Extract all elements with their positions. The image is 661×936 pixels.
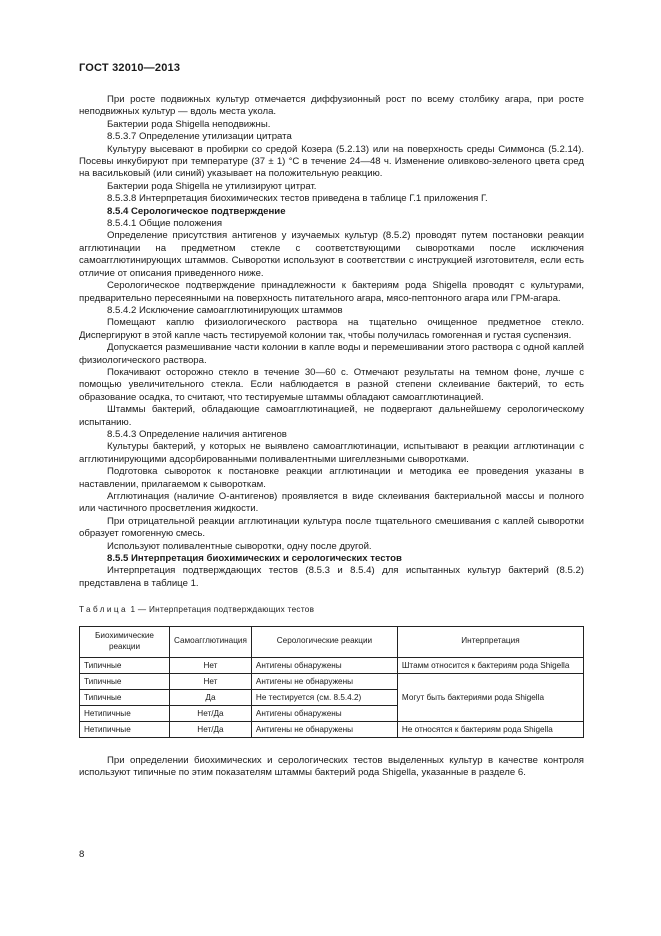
document-header: ГОСТ 32010—2013 [79,62,181,74]
table-caption [79,604,584,616]
paragraph: Агглютинация (наличие О-антигенов) проявляется в виде склеивания бактериальной массы и полного или частичного просветления жидкости. [79,491,584,515]
table-caption-text: 1 — Интерпретация подтверждающих тестов [130,605,315,615]
table-cell: Типичные [80,689,170,705]
paragraph: Помещают каплю физиологического раствора на тщательно очищенное предметное стекло. Диспергируют в этой капле часть тестируемой колонии так, чтобы получилась гомогенная и густая суспензия. [79,317,584,341]
table-cell: Антигены не обнаружены [251,673,397,689]
paragraph: При определении биохимических и серологических тестов выделенных культур в качестве контроля используют типичные по этим показателям штаммы бактерий рода Shigella, указанные в разделе 6. [79,754,584,779]
paragraph: Допускается размешивание части колонии в капле воды и перемешивании этого раствора с одной каплей физиологического раствора. [79,342,584,366]
paragraph: При отрицательной реакции агглютинации культура после тщательного смешивания с каплей сыворотки образует гомогенную смесь. [79,515,584,540]
paragraph: Серологическое подтверждение принадлежности к бактериям рода Shigella проводят с культурами, предварительно пересеянными на поверхность питательного агара, мясо-пептонного агара или ГРМ-агара. [79,280,584,304]
paragraph: Культуру высевают в пробирки со средой Козера (5.2.13) или на поверхность среды Симмонса (5.2.14). Посевы инкубируют при температуре (37 ± 1) °С в течение 24—48 ч. Изменение оливково-зеленого цвета сред на васильковый (или синий) указывает на положительную реакцию. [79,143,584,180]
paragraph: Покачивают осторожно стекло в течение 30—60 с. Отмечают результаты на темном фоне, лучше с помощью увеличительного стекла. Если наблюдается в разной степени склеивание бактерий, то есть образование осадка, то считают, что тестируемые штаммы обладают самоагглютинацией. [79,366,584,403]
subsection-heading: 8.5.4.3 Определение наличия антигенов [107,428,287,440]
table-cell: Штамм относится к бактериям рода Shigella [397,657,583,673]
document-body [79,94,584,779]
subsection-heading: 8.5.4.1 Общие положения [107,218,223,230]
paragraph: 8.5.3.8 Интерпретация биохимических тестов приведена в таблице Г.1 приложения Г. [107,193,488,205]
paragraph: Бактерии рода Shigella неподвижны. [107,118,271,130]
table-cell: Нет [170,673,252,689]
paragraph: Интерпретация подтверждающих тестов (8.5.3 и 8.5.4) для испытанных культур бактерий (8.5.2) представлена в таблице 1. [79,565,584,589]
table-cell: Нет/Да [170,721,252,737]
table-cell: Не тестируется (см. 8.5.4.2) [251,689,397,705]
table-cell: Типичные [80,673,170,689]
table-cell: Антигены обнаружены [251,705,397,721]
table-cell-merged: Могут быть бактериями рода Shigella [397,673,583,721]
table-cell: Типичные [80,657,170,673]
table-cell: Нет [170,657,252,673]
paragraph: Культуры бактерий, у которых не выявлено самоагглютинации, испытывают в реакции агглютинации с агглютинирующими адсорбированными поливалентными шигеллезными сыворотками. [79,441,584,465]
paragraph: Определение присутствия антигенов у изучаемых культур (8.5.2) проводят путем постановки реакции агглютинации на предметном стекле с соответствующими сыворотками после исключения самоагглютинирующих штаммов. Сыворотки используют в соответствии с инструкцией изготовителя, если есть отличие от описания приведенного ниже. [79,230,584,279]
table-cell: Не относятся к бактериям рода Shigella [397,721,583,737]
page-number: 8 [79,849,85,860]
table-row [80,721,584,737]
table-cell: Да [170,689,252,705]
header-cell: Биохимические реакции [80,626,170,657]
header-cell: Интерпретация [397,626,583,657]
paragraph: При росте подвижных культур отмечается диффузионный рост по всему столбику агара, при росте неподвижных культур — вдоль места укола. [79,94,584,118]
paragraph: Используют поливалентные сыворотки, одну после другой. [107,540,372,552]
table-cell: Нетипичные [80,721,170,737]
header-cell: Самоагглютинация [170,626,252,657]
paragraph: Бактерии рода Shigella не утилизируют цитрат. [107,180,317,192]
table-caption-word: Таблица [79,605,128,615]
subsection-heading: 8.5.4.2 Исключение самоагглютинирующих штаммов [107,304,343,316]
section-heading: 8.5.4 Серологическое подтверждение [107,205,286,217]
table-header-row [80,626,584,657]
table-cell: Антигены обнаружены [251,657,397,673]
table-cell: Нетипичные [80,705,170,721]
interpretation-table [79,626,584,738]
subsection-heading: 8.5.3.7 Определение утилизации цитрата [107,131,292,143]
paragraph: Подготовка сывороток к постановке реакции агглютинации и методика ее проведения указаны в наставлении, прилагаемом к сывороткам. [79,466,584,490]
header-cell: Серологические реакции [251,626,397,657]
table-cell: Нет/Да [170,705,252,721]
paragraph: Штаммы бактерий, обладающие самоагглютинацией, не подвергают дальнейшему серологическому испытанию. [79,404,584,428]
section-heading: 8.5.5 Интерпретация биохимических и серологических тестов [107,553,402,565]
table-row [80,673,584,689]
table-row [80,657,584,673]
table-cell: Антигены не обнаружены [251,721,397,737]
